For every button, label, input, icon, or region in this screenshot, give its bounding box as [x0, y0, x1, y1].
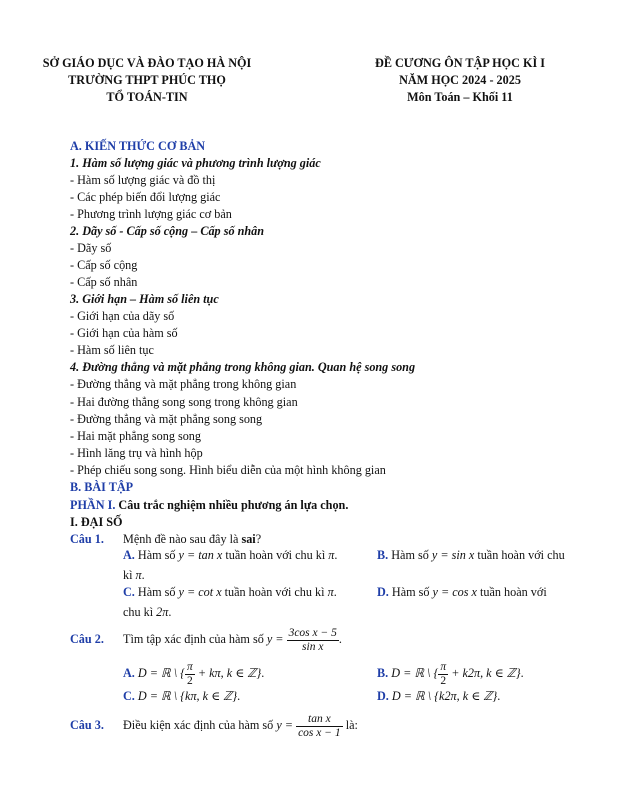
topic-2-item: - Cấp số cộng — [70, 258, 138, 272]
topic-4-item: - Hai đường thẳng song song trong không gian — [70, 395, 298, 409]
topic-4-item: - Đường thẳng và mặt phẳng trong không gian — [70, 377, 297, 391]
question-1-option-a[interactable]: A. Hàm số y = tan x tuần hoàn với chu kì π. — [123, 548, 338, 562]
question-1-option-b-continued: kì π. — [123, 568, 145, 582]
section-b-title: B. BÀI TẬP — [70, 480, 134, 494]
question-3-label: Câu 3. — [70, 718, 104, 732]
header-left-line-3: TỔ TOÁN-TIN — [106, 90, 188, 104]
question-3-fraction: $\frac{\text{tan x}}{\text{cos x − 1}}$ — [298, 712, 341, 739]
part-1-label: PHẦN I. — [70, 498, 116, 512]
topic-1-item: - Phương trình lượng giác cơ bản — [70, 207, 232, 221]
subsection-algebra: I. ĐẠI SỐ — [70, 515, 123, 529]
topic-2-heading: 2. Dãy số - Cấp số cộng – Cấp số nhân — [70, 224, 265, 238]
topic-3-heading: 3. Giới hạn – Hàm số liên tục — [70, 292, 219, 306]
question-2-stem: Tìm tập xác định của hàm số y = $\frac{\text{3cos x − 5}}{\text{sin x}}$ . — [123, 626, 342, 653]
topic-2-item: - Cấp số nhân — [70, 275, 138, 289]
question-2-option-c[interactable]: C. D = ℝ \ {kπ, k ∈ ℤ}. — [123, 689, 241, 703]
question-2-option-d[interactable]: D. D = ℝ \ {k2π, k ∈ ℤ}. — [377, 689, 501, 703]
header-right-line-1: ĐỀ CƯƠNG ÔN TẬP HỌC KÌ I — [375, 56, 545, 70]
question-3-stem: Điều kiện xác định của hàm số y = $\frac{\text{tan x}}{\text{cos x − 1}}$ là: — [123, 712, 358, 739]
question-1-option-b[interactable]: B. Hàm số y = sin x tuần hoàn với chu — [377, 548, 565, 562]
header-right-line-3: Môn Toán – Khối 11 — [407, 90, 513, 104]
topic-4-item: - Đường thẳng và mặt phẳng song song — [70, 412, 263, 426]
section-a-title: A. KIẾN THỨC CƠ BẢN — [70, 139, 206, 153]
header-left-line-2: TRƯỜNG THPT PHÚC THỌ — [68, 73, 226, 87]
topic-4-item: - Phép chiếu song song. Hình biểu diễn của một hình không gian — [70, 463, 386, 477]
question-2-option-a[interactable]: A. D = ℝ \ { $\frac{\pi}{2}$ + kπ, k ∈ ℤ}. — [123, 660, 265, 687]
question-2-label: Câu 2. — [70, 632, 104, 646]
topic-4-item: - Hình lăng trụ và hình hộp — [70, 446, 203, 460]
topic-3-item: - Giới hạn của dãy số — [70, 309, 175, 323]
question-1-option-d[interactable]: D. Hàm số y = cos x tuần hoàn với — [377, 585, 547, 599]
header-left-line-1: SỞ GIÁO DỤC VÀ ĐÀO TẠO HÀ NỘI — [42, 56, 252, 70]
topic-4-item: - Hai mặt phẳng song song — [70, 429, 201, 443]
question-2-fraction: $\frac{\text{3cos x − 5}}{\text{sin x}}$ — [288, 626, 337, 653]
topic-4-heading: 4. Đường thẳng và mặt phẳng trong không gian. Quan hệ song song — [70, 360, 416, 374]
topic-1-item: - Hàm số lượng giác và đồ thị — [70, 173, 216, 187]
part-1-text: Câu trắc nghiệm nhiều phương án lựa chọn. — [115, 498, 349, 512]
part-1-heading — [70, 497, 348, 513]
question-1-stem: Mệnh đề nào sau đây là sai? — [123, 532, 262, 546]
question-1-option-d-continued: chu kì 2π. — [123, 605, 172, 619]
question-2-option-b[interactable]: B. D = ℝ \ { $\frac{\pi}{2}$ + k2π, k ∈ ℤ}. — [377, 660, 524, 687]
question-1-option-c[interactable]: C. Hàm số y = cot x tuần hoàn với chu kì π. — [123, 585, 337, 599]
question-1-label: Câu 1. — [70, 532, 104, 546]
topic-2-item: - Dãy số — [70, 241, 112, 255]
topic-3-item: - Hàm số liên tục — [70, 343, 154, 357]
topic-3-item: - Giới hạn của hàm số — [70, 326, 178, 340]
topic-1-item: - Các phép biến đổi lượng giác — [70, 190, 221, 204]
header-right-line-2: NĂM HỌC 2024 - 2025 — [399, 73, 521, 87]
topic-1-heading: 1. Hàm số lượng giác và phương trình lượng giác — [70, 156, 321, 170]
